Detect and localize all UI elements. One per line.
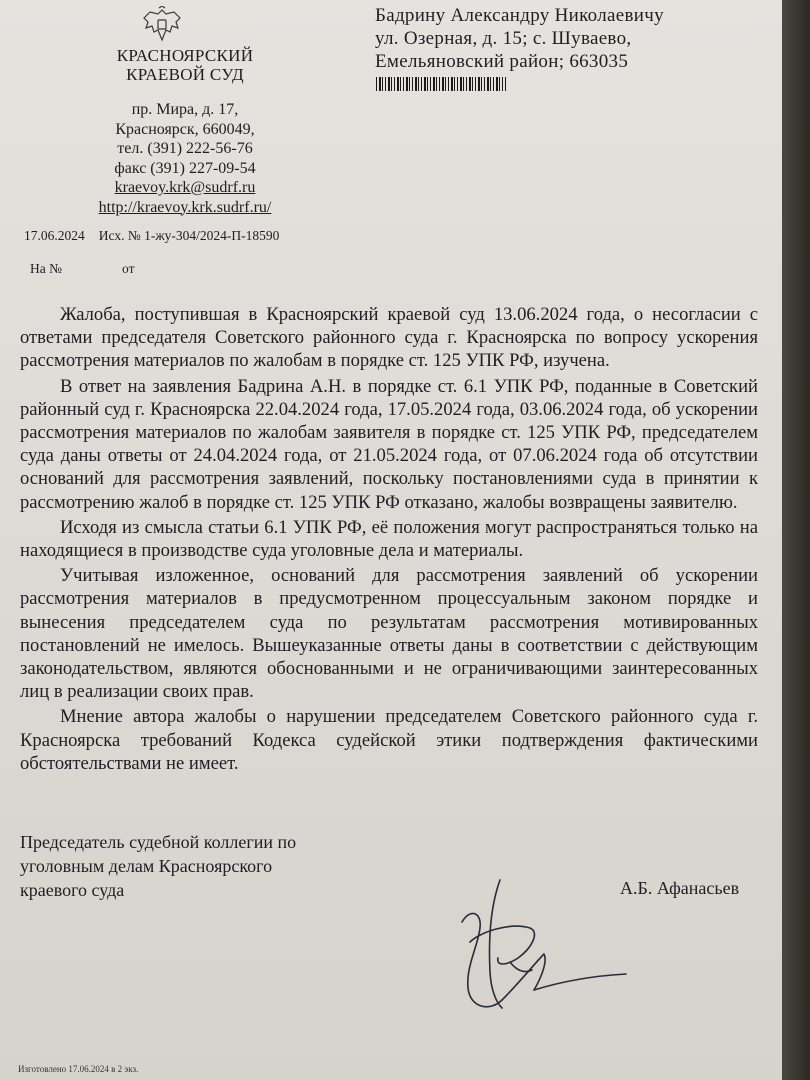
incoming-reference [30, 261, 134, 277]
address-line: Красноярск, 660049, [115, 120, 255, 138]
signer-name: А.Б. Афанасьев [620, 878, 740, 898]
incoming-from-label: от [122, 261, 135, 276]
body-paragraph: В ответ на заявления Бадрина А.Н. в порядке ст. 6.1 УПК РФ, поданные в Советский районный суд г. Красноярска 22.04.2024 года, 17.05.2024 года, 03.06.2024 года, об ускорении рассмотрения материалов по жалобам заявителя в порядке ст. 125 УПК РФ, председателем суда даны ответы от 24.04.2024 года, от 21.05.2024 года, от 07.06.2024 года об отсутствии оснований для рассмотрения заявлений, поскольку постановлениями суда в принятии к рассмотрению жалоб в порядке ст. 125 УПК РФ отказано, жалобы возвращены заявителю. [20, 375, 758, 513]
body-paragraph: Жалоба, поступившая в Красноярский краевой суд 13.06.2024 года, о несогласии с ответами председателя Советского районного суда г. Красноярска по вопросу ускорения рассмотрения материалов по жалобам в порядке ст. 125 УПК РФ, изучена. [20, 304, 758, 372]
court-address [60, 100, 310, 217]
court-name-line: КРАЕВОЙ СУД [126, 65, 244, 84]
address-line: пр. Мира, д. 17, [131, 101, 239, 118]
handwritten-signature [440, 862, 630, 1032]
outgoing-date: 17.06.2024 [24, 228, 85, 243]
incoming-number-label: На № [30, 261, 62, 276]
body-paragraph: Исходя из смысла статьи 6.1 УПК РФ, её положения могут распространяться только на находящиеся в производстве суда уголовные дела и материалы. [20, 516, 758, 562]
court-name-line: КРАСНОЯРСКИЙ [116, 46, 254, 65]
barcode-icon [376, 77, 506, 91]
signer-title-line: краевого суда [20, 880, 125, 900]
signer-title-line: уголовным делам Красноярского [20, 856, 273, 876]
recipient-block [375, 4, 664, 73]
website-link[interactable]: http://kraevoy.krk.sudrf.ru/ [98, 198, 272, 216]
signer-title-line: Председатель судебной коллегии по [20, 832, 297, 852]
email-link[interactable]: kraevoy.krk@sudrf.ru [114, 179, 256, 196]
outgoing-number: Исх. № 1-жу-304/2024-П-18590 [98, 228, 280, 243]
phone-line: тел. (391) 222-56-76 [117, 140, 253, 157]
outgoing-reference [24, 228, 279, 244]
footer-note: Изготовлено 17.06.2024 в 2 экз. [18, 1064, 139, 1074]
coat-of-arms-icon [140, 6, 184, 46]
recipient-name: Бадрину Александру Николаевичу [375, 5, 664, 26]
body-paragraph: Учитывая изложенное, оснований для рассмотрения заявлений об ускорении рассмотрения материалов в предусмотренном процессуальным законом порядке и вынесения председателем суда по результатам рассмотрения мотивированных постановлений не имелось. Вышеуказанные ответы даны в соответствии с действующим законодательством, являются обоснованными и не ограничивающими заинтересованных лиц в реализации своих прав. [20, 565, 758, 703]
body-paragraph: Мнение автора жалобы о нарушении председателем Советского районного суда г. Красноярска требований Кодекса судейской этики подтверждения фактическими обстоятельствами не имеет. [20, 706, 758, 774]
fax-line: факс (391) 227-09-54 [114, 159, 256, 177]
court-name [70, 46, 300, 84]
recipient-address: Емельяновский район; 663035 [375, 51, 629, 72]
signer-title [20, 830, 296, 902]
background-wall [782, 0, 810, 1080]
letter-body [20, 303, 758, 775]
recipient-address: ул. Озерная, д. 15; с. Шуваево, [375, 28, 632, 49]
